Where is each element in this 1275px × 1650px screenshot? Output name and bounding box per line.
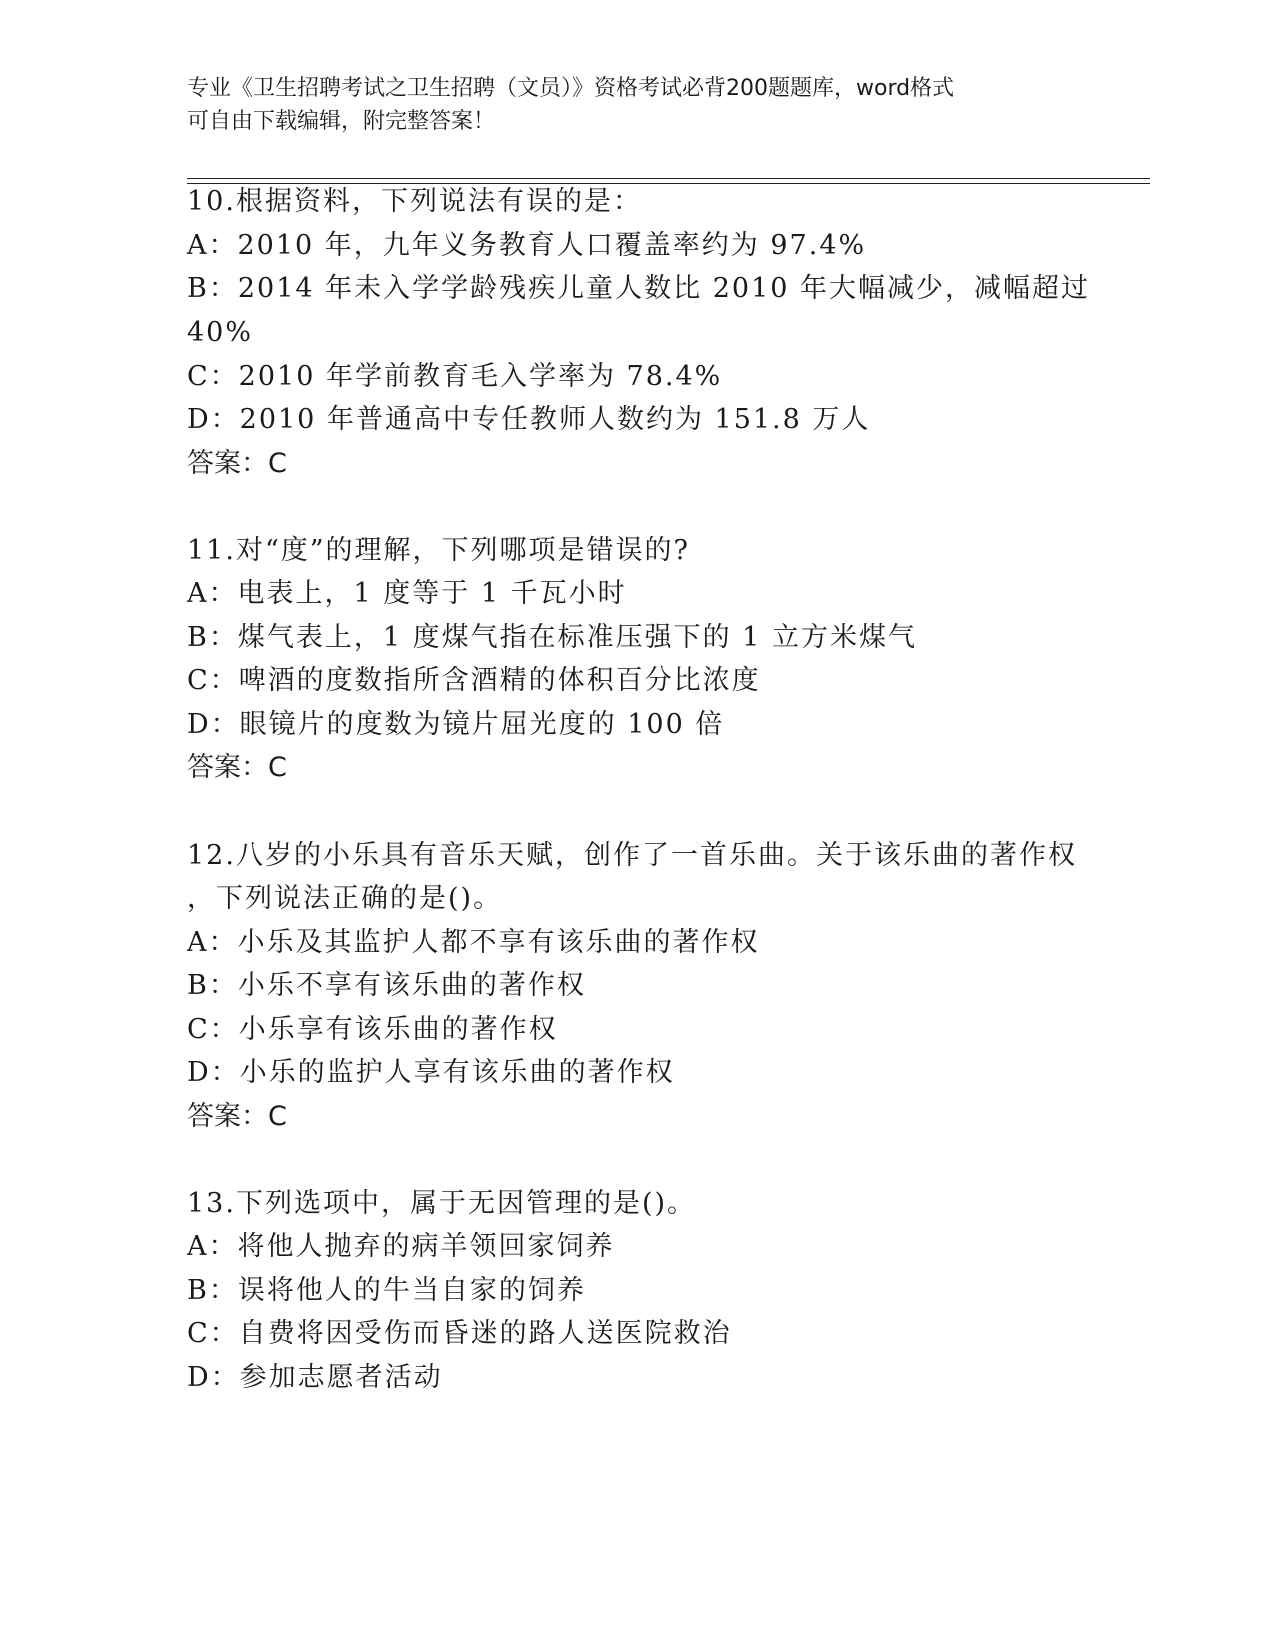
question-13-stem: 13.下列选项中，属于无因管理的是()。 <box>187 1188 697 1219</box>
question-13-option-d: D：参加志愿者活动 <box>187 1362 443 1393</box>
question-12-stem-continued: ，下列说法正确的是()。 <box>187 883 503 914</box>
question-11-option-c: C：啤酒的度数指所含酒精的体积百分比浓度 <box>187 665 761 696</box>
question-13-option-b: B：误将他人的牛当自家的饲养 <box>187 1275 586 1306</box>
question-12-stem: 12.八岁的小乐具有音乐天赋，创作了一首乐曲。关于该乐曲的著作权 <box>187 840 1077 871</box>
question-12-option-b: B：小乐不享有该乐曲的著作权 <box>187 970 586 1001</box>
header-divider-top <box>187 178 1150 179</box>
header-line-1: 专业《卫生招聘考试之卫生招聘（文员）》资格考试必背200题题库，word格式 <box>187 76 955 101</box>
header-divider-bottom <box>187 183 1150 184</box>
question-10-stem: 10.根据资料，下列说法有误的是： <box>187 186 642 217</box>
question-12-option-c: C：小乐享有该乐曲的著作权 <box>187 1014 558 1045</box>
question-11-option-a: A：电表上，1 度等于 1 千瓦小时 <box>187 578 627 609</box>
question-10-option-c: C：2010 年学前教育毛入学率为 78.4% <box>187 361 723 392</box>
question-12-option-a: A：小乐及其监护人都不享有该乐曲的著作权 <box>187 927 760 958</box>
question-10-option-d: D：2010 年普通高中专任教师人数约为 151.8 万人 <box>187 404 871 435</box>
question-10-option-b: B：2014 年未入学学龄残疾儿童人数比 2010 年大幅减少，减幅超过 <box>187 273 1091 304</box>
question-11-stem: 11.对“度”的理解，下列哪项是错误的? <box>187 535 691 566</box>
question-11-option-d: D：眼镜片的度数为镜片屈光度的 100 倍 <box>187 709 725 740</box>
question-12-option-d: D：小乐的监护人享有该乐曲的著作权 <box>187 1057 675 1088</box>
document-header <box>187 72 1087 138</box>
question-11-option-b: B：煤气表上，1 度煤气指在标准压强下的 1 立方米煤气 <box>187 622 917 653</box>
question-10-answer: 答案：C <box>187 448 287 479</box>
header-line-2: 可自由下载编辑，附完整答案！ <box>187 109 496 134</box>
question-12-answer: 答案：C <box>187 1101 287 1132</box>
question-13-option-a: A：将他人抛弃的病羊领回家饲养 <box>187 1231 615 1262</box>
question-11-answer: 答案：C <box>187 752 287 783</box>
question-10-option-b-continued: 40% <box>187 317 254 348</box>
question-10-option-a: A：2010 年，九年义务教育人口覆盖率约为 97.4% <box>187 230 867 261</box>
question-13-option-c: C：自费将因受伤而昏迷的路人送医院救治 <box>187 1318 732 1349</box>
